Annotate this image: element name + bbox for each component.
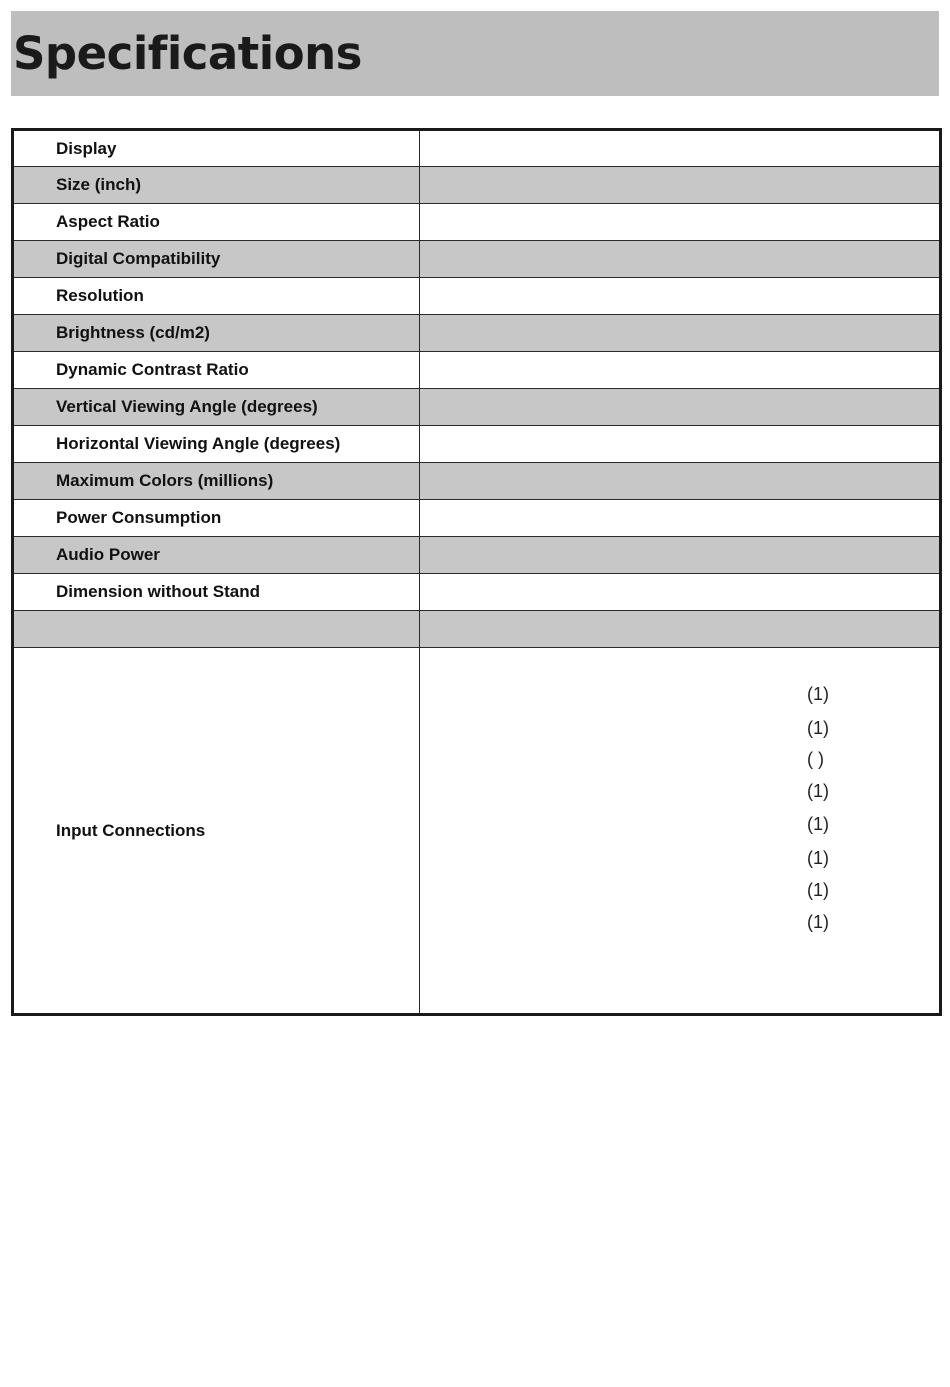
table-row	[13, 167, 941, 204]
spec-value	[420, 463, 941, 500]
spec-value	[420, 500, 941, 537]
spec-label: Dimension without Stand	[13, 574, 420, 611]
spec-value	[420, 611, 941, 648]
spec-label: Horizontal Viewing Angle (degrees)	[13, 426, 420, 463]
table-row	[13, 130, 941, 167]
spec-value	[420, 389, 941, 426]
spec-label: Audio Power	[13, 537, 420, 574]
table-row	[13, 352, 941, 389]
table-row	[13, 389, 941, 426]
connection-count: (1)	[807, 684, 829, 704]
spec-value	[420, 130, 941, 167]
title-banner	[11, 11, 939, 96]
table-row	[13, 204, 941, 241]
table-row	[13, 500, 941, 537]
connection-count: (1)	[807, 912, 829, 932]
spec-label: Dynamic Contrast Ratio	[13, 352, 420, 389]
table-row	[13, 426, 941, 463]
spec-value	[420, 167, 941, 204]
input-connections-value	[420, 648, 941, 1015]
table-row	[13, 315, 941, 352]
connection-count: (1)	[807, 781, 829, 801]
table-row	[13, 611, 941, 648]
spec-value	[420, 537, 941, 574]
spec-value	[420, 574, 941, 611]
connection-count: (1)	[807, 718, 829, 738]
connection-count: (1)	[807, 880, 829, 900]
spec-value	[420, 426, 941, 463]
spec-value	[420, 241, 941, 278]
spec-label-input-connections: Input Connections	[13, 648, 420, 1015]
spec-label: Brightness (cd/m2)	[13, 315, 420, 352]
connection-count: ( )	[807, 749, 824, 769]
table-row	[13, 463, 941, 500]
connection-count: (1)	[807, 848, 829, 868]
connection-count: (1)	[807, 814, 829, 834]
page-title: Specifications	[13, 27, 362, 80]
table-row	[13, 537, 941, 574]
spec-label	[13, 611, 420, 648]
spec-label: Aspect Ratio	[13, 204, 420, 241]
table-row-input-connections	[13, 648, 941, 1015]
spec-value	[420, 278, 941, 315]
spec-value	[420, 352, 941, 389]
spec-label: Maximum Colors (millions)	[13, 463, 420, 500]
spec-label: Digital Compatibility	[13, 241, 420, 278]
spec-label: Resolution	[13, 278, 420, 315]
input-connection-counts	[420, 648, 939, 1013]
spec-label: Size (inch)	[13, 167, 420, 204]
spec-label: Power Consumption	[13, 500, 420, 537]
specifications-table	[11, 128, 942, 1016]
spec-value	[420, 204, 941, 241]
spec-value	[420, 315, 941, 352]
spec-label: Display	[13, 130, 420, 167]
table-row	[13, 241, 941, 278]
spec-label: Vertical Viewing Angle (degrees)	[13, 389, 420, 426]
table-row	[13, 574, 941, 611]
table-row	[13, 278, 941, 315]
